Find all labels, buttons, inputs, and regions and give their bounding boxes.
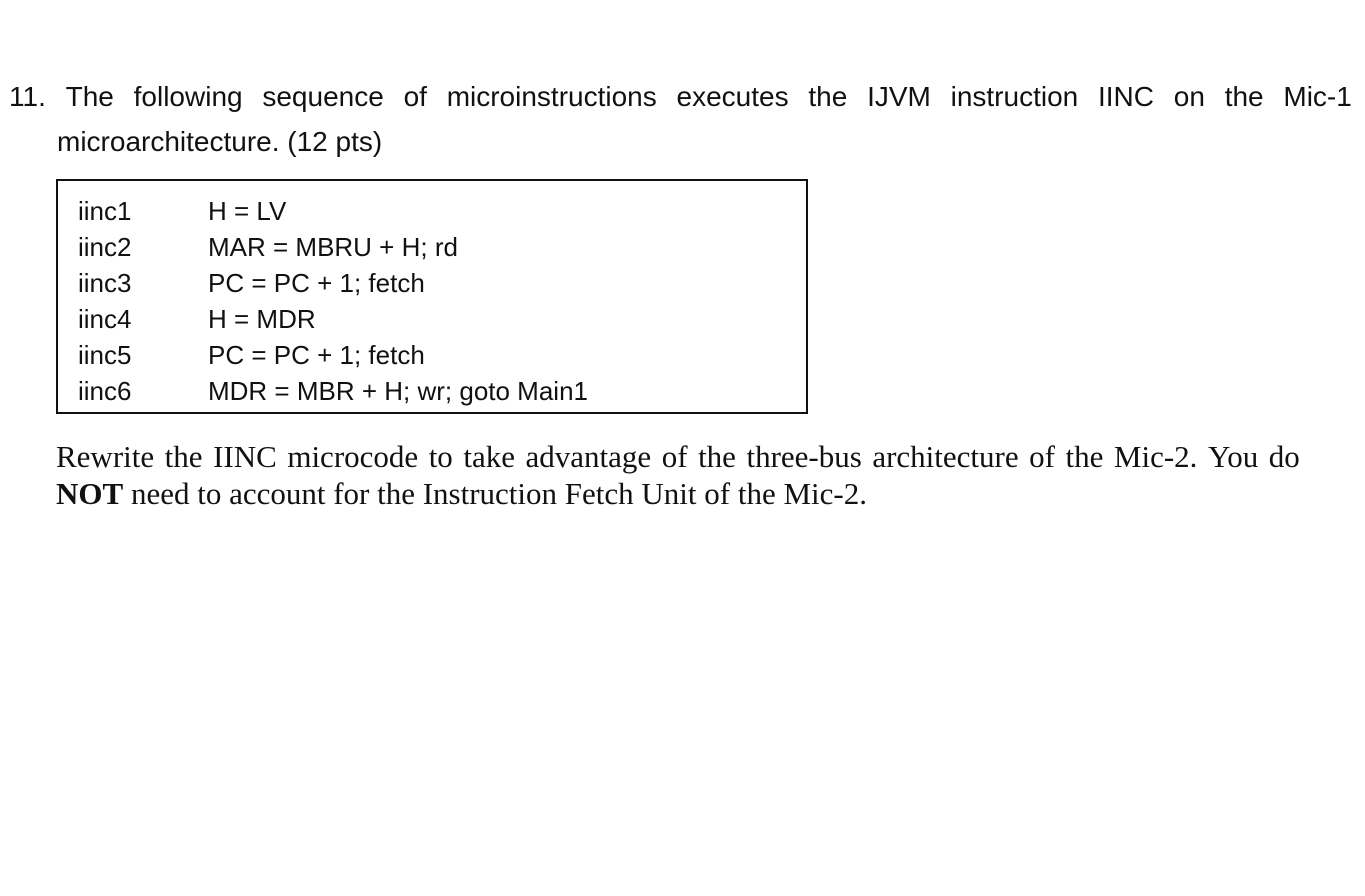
question-word: the: [808, 81, 848, 112]
question-word: microinstructions: [446, 81, 657, 112]
prompt-word: the: [1065, 439, 1104, 474]
microcode-instruction: PC = PC + 1; fetch: [208, 340, 425, 370]
prompt-line-1: [56, 438, 1300, 475]
microcode-label: iinc3: [78, 268, 132, 298]
microcode-instruction: MDR = MBR + H; wr; goto Main1: [208, 376, 588, 406]
microcode-label: iinc6: [78, 376, 132, 406]
question-line-2: microarchitecture. (12 pts): [57, 126, 383, 157]
prompt-word: IINC: [213, 439, 277, 474]
prompt-word: of: [1029, 439, 1055, 474]
prompt-word: the: [164, 439, 203, 474]
prompt-word: do: [1268, 439, 1300, 474]
prompt-word: take: [463, 439, 515, 474]
microcode-instruction: H = LV: [208, 196, 287, 226]
prompt-word: architecture: [872, 439, 1019, 474]
question-word: following: [133, 81, 243, 112]
microcode-box: [56, 179, 808, 414]
microcode-label: iinc1: [78, 196, 132, 226]
question-word: of: [403, 81, 427, 112]
microcode-label: iinc5: [78, 340, 132, 370]
microcode-label: iinc4: [78, 304, 132, 334]
question-word: on: [1173, 81, 1205, 112]
question-word: executes: [676, 81, 789, 112]
prompt-emphasis: NOT: [56, 476, 124, 511]
prompt-word: Rewrite: [56, 439, 155, 474]
prompt-word: three-bus: [746, 439, 862, 474]
question-word: IINC: [1098, 81, 1154, 112]
rewrite-prompt: [56, 438, 1316, 512]
microcode-instruction: PC = PC + 1; fetch: [208, 268, 425, 298]
question-word: IJVM: [867, 81, 931, 112]
prompt-line-2-text: need to account for the Instruction Fetch Unit of the Mic-2.: [123, 476, 867, 511]
question-word: sequence: [262, 81, 384, 112]
microcode-instruction: MAR = MBRU + H; rd: [208, 232, 458, 262]
question-word: The: [65, 81, 114, 112]
question-word: instruction: [950, 81, 1079, 112]
question-word: the: [1224, 81, 1264, 112]
microcode-label: iinc2: [78, 232, 132, 262]
prompt-word: You: [1207, 439, 1259, 474]
prompt-word: to: [428, 439, 453, 474]
microcode-instruction: H = MDR: [208, 304, 316, 334]
prompt-word: of: [661, 439, 688, 474]
question-number: 11.: [9, 81, 46, 112]
prompt-word: the: [698, 439, 736, 474]
prompt-word: Mic-2.: [1113, 439, 1198, 474]
prompt-word: advantage: [525, 439, 652, 474]
prompt-word: microcode: [287, 439, 419, 474]
prompt-line-2: [56, 475, 1316, 512]
question-word: Mic-1: [1283, 81, 1352, 112]
question-line-1: [9, 80, 1352, 114]
